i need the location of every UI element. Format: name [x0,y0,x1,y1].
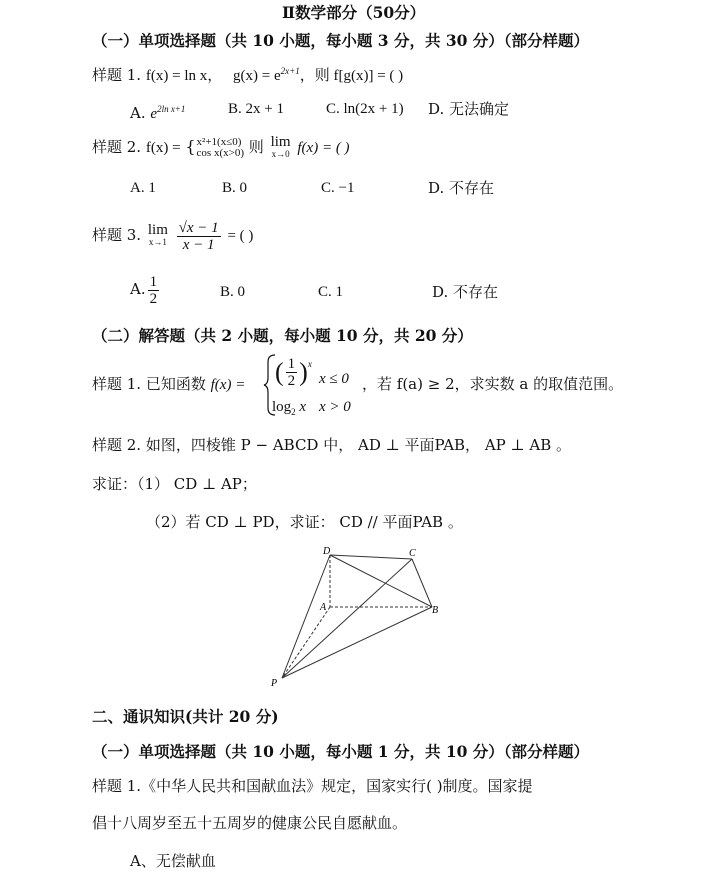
q3-limit: lim x→1 [147,222,168,247]
question-3 [92,218,253,253]
problem-2-line-3: （2）若 CD ⊥ PD，求证： CD // 平面PAB 。 [146,513,463,531]
section-single-choice: （一）单项选择题（共 10 小题，每小题 3 分，共 30 分）（部分样题） [92,31,590,50]
problem-2-line-2: 求证：（1） CD ⊥ AP； [92,475,257,493]
q3-fraction: $\frac{√x - 1}{x - 1}$ [178,219,219,253]
q2-option-d: D. 不存在 [428,179,495,197]
q1-option-b: B. 2x + 1 [228,101,284,117]
p1-case-1-condition: x ≤ 0 [319,371,349,387]
p1-tail: ，若 f(a) ≥ 2，求实数 a 的取值范围。 [362,375,624,393]
q3-tail: = ( ) [227,228,254,244]
vertex-b-label: B [432,605,439,616]
question-label: 样题 1. [92,66,142,84]
problem-1-label: 样题 1. 已知函数 f(x) = [92,375,246,393]
vertex-d-label: D [323,546,331,557]
q3-option-d: D. 不存在 [432,283,499,301]
vertex-a-label: A [320,602,327,613]
vertex-p-label: P [271,678,278,689]
q2-f: f(x) = [145,140,181,156]
q2-tail: f(x) = ( ) [297,140,350,156]
q1-option-d: D. 无法确定 [428,100,510,118]
general-q1-line-2: 倡十八周岁至五十五周岁的健康公民自愿献血。 [92,814,408,832]
q2-mid: 则 [248,138,264,156]
p1-case-2-condition: x > 0 [319,399,351,415]
section-general-choice: （一）单项选择题（共 10 小题，每小题 1 分，共 10 分）（部分样题） [92,742,590,761]
q1-tail: ，则 f[g(x)] = ( ) [299,68,404,84]
pyramid-figure [265,545,450,690]
section-answer: （二）解答题（共 2 小题，每小题 10 分，共 20 分） [92,326,473,345]
q1-option-c: C. ln(2x + 1) [326,101,404,117]
question-label: 样题 3. [92,226,142,244]
q3-option-c: C. 1 [318,284,344,300]
question-2: 样题 2. f(x) = { x²+1(x≤0) cos x(x>0) 则 lim x→0 f(x) = ( ) [92,134,350,159]
question-label: 样题 2. [92,138,142,156]
problem-2-line-1: 样题 2. 如图，四棱锥 P − ABCD 中， AD ⊥ 平面PAB， AP ⊥ AB 。 [92,436,572,454]
p1-case-2: $\log_2 x$ [272,399,307,417]
q2-cases: x²+1(x≤0) cos x(x>0) [196,136,244,159]
question-1 [92,61,403,86]
part-2-heading: 二、通识知识(共计 20 分) [92,707,279,726]
general-q1-line-1: 样题 1.《中华人民共和国献血法》规定，国家实行( )制度。国家提 [92,777,533,795]
vertex-c-label: C [409,548,416,559]
q1-g: $g(x) = e^{2x+1}$ [233,66,300,84]
q2-option-a: A. 1 [130,180,156,196]
q1-option-a: A. $e^{2ln x+1}$ [130,104,186,122]
general-q1-option-a: A、无偿献血 [130,852,216,870]
q2-limit: lim x→0 [270,134,291,159]
q2-option-c: C. −1 [321,180,355,196]
page-title: Ⅱ数学部分（50分） [282,3,426,22]
q3-option-a: A. $\frac{1}{2}$ [130,273,158,307]
q3-option-b: B. 0 [220,284,246,300]
q2-option-b: B. 0 [222,180,248,196]
p1-f: f(x) = [210,377,246,393]
p1-case-1: ( $\frac{1}{2}$ )$^x$ [275,356,312,389]
q1-f: f(x) = ln x， [145,68,223,84]
